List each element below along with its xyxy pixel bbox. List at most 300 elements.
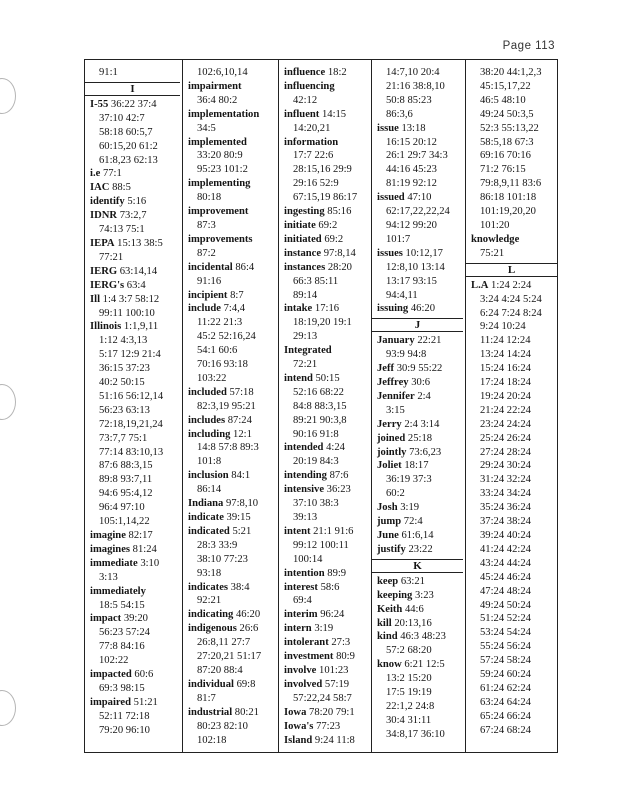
index-references: 81:19 92:12: [386, 178, 437, 190]
index-entry-continuation: [90, 515, 182, 529]
index-word: instance: [284, 247, 322, 259]
index-entry-continuation: [188, 219, 278, 233]
index-word: individual: [188, 678, 234, 690]
index-entry: [377, 418, 465, 432]
index-references: 20:19 84:3: [293, 456, 339, 468]
index-references: 27:24 28:24: [480, 446, 531, 458]
index-references: 17:7 22:6: [293, 150, 334, 162]
index-entry-continuation: [471, 473, 559, 487]
index-references: 38:4: [228, 581, 250, 593]
index-references: 30:9 55:22: [394, 363, 443, 375]
index-entry: [90, 265, 182, 279]
index-references: 56:23 57:24: [99, 627, 150, 639]
index-word: involve: [284, 664, 317, 676]
index-references: 40:2 50:15: [99, 377, 145, 389]
page-number: Page 113: [502, 40, 555, 52]
index-references: 5:21: [229, 525, 252, 537]
index-entry-continuation: [188, 122, 278, 136]
index-references: 45:2 52:16,24: [197, 331, 256, 343]
index-references: 80:18: [197, 192, 222, 204]
index-entry: [188, 289, 278, 303]
index-entry-continuation: [377, 205, 465, 219]
index-references: 5:16: [124, 196, 147, 208]
index-entry-continuation: [90, 640, 182, 654]
index-references: 52:11 72:18: [99, 710, 150, 722]
index-references: 87:6 88:3,15: [99, 460, 153, 472]
index-entry-continuation: [471, 612, 559, 626]
index-entry-continuation: [471, 543, 559, 557]
index-entry-continuation: [284, 553, 371, 567]
index-entry-continuation: [284, 511, 371, 525]
index-word: kind: [377, 631, 398, 643]
index-entry: [188, 80, 278, 94]
index-references: 78:20 79:1: [306, 706, 355, 718]
index-references: 57:19: [322, 678, 350, 690]
index-entry-continuation: [188, 664, 278, 678]
index-entry: [188, 678, 278, 692]
index-references: 60:2: [386, 488, 405, 500]
index-references: 67:15,19 86:17: [293, 192, 358, 204]
index-references: 69:3 98:15: [99, 682, 145, 694]
index-references: 57:18: [226, 386, 254, 398]
index-letter-heading: L: [466, 263, 557, 277]
index-word: issuing: [377, 303, 409, 315]
index-word: joined: [377, 432, 406, 444]
index-references: 94:4,11: [386, 289, 418, 301]
index-references: 63:14,14: [117, 265, 158, 277]
index-entry-continuation: [284, 594, 371, 608]
index-word: keeping: [377, 589, 413, 601]
index-references: 66:3 85:11: [293, 275, 339, 287]
index-references: 72:21: [293, 359, 318, 371]
index-entry-continuation: [471, 348, 559, 362]
index-references: 55:24 56:24: [480, 641, 531, 653]
index-entry-continuation: [188, 636, 278, 650]
index-entry: [284, 650, 371, 664]
index-entry-continuation: [90, 487, 182, 501]
index-word: intake: [284, 303, 313, 315]
index-entry: [188, 497, 278, 511]
index-entry-continuation: [90, 571, 182, 585]
index-word: indicate: [188, 512, 224, 523]
index-word: IDNR: [90, 210, 118, 222]
index-entry: [377, 446, 465, 460]
index-word: impairment: [188, 80, 242, 92]
index-entry: [90, 557, 182, 571]
index-entry: [284, 205, 371, 219]
index-entry-continuation: [471, 404, 559, 418]
index-entry-continuation: [471, 696, 559, 710]
index-entry-continuation: [90, 126, 182, 140]
index-entry: [284, 261, 371, 275]
index-references: 39:20: [121, 613, 148, 625]
index-entry: [284, 567, 371, 581]
index-references: 41:24 42:24: [480, 543, 531, 555]
index-entry: [377, 515, 465, 529]
index-entry: [188, 302, 278, 316]
index-references: 77:23: [313, 720, 341, 732]
index-entry: [377, 529, 465, 543]
index-word: IAC: [90, 182, 110, 194]
index-entry-continuation: [284, 191, 371, 205]
index-entry-continuation: [377, 94, 465, 108]
index-entry-continuation: [377, 700, 465, 714]
index-references: 3:23: [412, 589, 434, 601]
index-references: 29:16 52:9: [293, 178, 339, 190]
index-entry: [284, 678, 371, 692]
index-entry: [90, 279, 182, 293]
index-references: 51:21: [131, 696, 158, 708]
index-entry-continuation: [90, 334, 182, 348]
index-entry: [284, 664, 371, 678]
index-entry: [90, 585, 182, 599]
word-index-table: [84, 59, 558, 753]
index-entry-continuation: [471, 501, 559, 515]
index-entry: [90, 209, 182, 223]
index-entry-continuation: [471, 682, 559, 696]
index-references: 61:6,14: [398, 530, 434, 541]
index-entry-continuation: [90, 710, 182, 724]
index-references: 49:24 50:3,5: [480, 108, 534, 120]
index-word: issued: [377, 192, 405, 204]
index-entry-continuation: [90, 404, 182, 418]
index-entry-continuation: [284, 386, 371, 400]
index-entry: [188, 386, 278, 400]
index-word: intending: [284, 470, 327, 482]
index-word: Jeff: [377, 363, 395, 375]
index-entry: [90, 529, 182, 543]
index-references: 13:17 93:15: [386, 275, 437, 287]
index-references: 82:3,19 95:21: [197, 400, 256, 412]
index-entry: [284, 636, 371, 650]
index-entry-continuation: [471, 459, 559, 473]
index-references: 38:20 44:1,2,3: [480, 67, 542, 78]
index-entry-continuation: [471, 557, 559, 571]
index-column-5: [465, 60, 559, 752]
index-references: 69:8: [233, 678, 256, 690]
index-entry: [471, 233, 559, 247]
index-entry-continuation: [188, 400, 278, 414]
index-entry-continuation: [188, 553, 278, 567]
index-word: immediate: [90, 557, 138, 569]
index-word: keep: [377, 575, 399, 587]
index-references: 101:23: [316, 664, 349, 676]
index-references: 18:5 54:15: [99, 599, 145, 611]
index-entry: [284, 706, 371, 720]
index-word: January: [377, 335, 415, 347]
index-references: 101:8: [197, 456, 222, 468]
index-references: 23:22: [405, 543, 433, 555]
index-entry-continuation: [377, 348, 465, 362]
index-entry-continuation: [471, 136, 559, 150]
index-references: 37:10 38:3: [293, 498, 339, 510]
index-entry-continuation: [471, 320, 559, 334]
index-references: 89:14: [293, 289, 318, 301]
index-references: 26:8,11 27:7: [197, 637, 251, 649]
index-entry-continuation: [90, 682, 182, 696]
index-entry-continuation: [284, 316, 371, 330]
index-references: 58:18 60:5,7: [99, 126, 153, 138]
index-entry-continuation: [188, 455, 278, 469]
index-entry: [188, 428, 278, 442]
index-entry-continuation: [471, 163, 559, 177]
index-entry-continuation: [471, 108, 559, 122]
index-entry-continuation: [90, 390, 182, 404]
index-entry-continuation: [90, 66, 182, 80]
index-entry-continuation: [471, 177, 559, 191]
index-letter-heading: J: [372, 318, 463, 332]
index-word: implemented: [188, 136, 247, 148]
index-entry-continuation: [471, 376, 559, 390]
index-word: Iowa's: [284, 720, 314, 732]
index-letter-heading: K: [372, 559, 463, 573]
index-word: Keith: [377, 603, 403, 615]
index-entry-continuation: [377, 714, 465, 728]
index-references: 101:20: [480, 219, 510, 231]
index-entry-continuation: [188, 734, 278, 748]
index-entry-continuation: [377, 149, 465, 163]
index-entry: [377, 302, 465, 316]
index-entry: [377, 575, 465, 589]
index-entry-continuation: [377, 404, 465, 418]
index-entry-continuation: [90, 446, 182, 460]
index-entry-continuation: [471, 599, 559, 613]
index-entry-continuation: [90, 112, 182, 126]
index-references: 31:24 32:24: [480, 474, 531, 486]
index-references: 60:15,20 61:2: [99, 140, 158, 152]
index-references: 13:2 15:20: [386, 673, 432, 685]
index-entry: [188, 511, 278, 525]
index-references: 35:24 36:24: [480, 502, 531, 514]
index-entry-continuation: [284, 330, 371, 344]
index-references: 46:20: [233, 609, 261, 621]
index-references: 36:23: [324, 484, 351, 496]
index-references: 52:16 68:22: [293, 386, 344, 398]
index-entry-continuation: [284, 428, 371, 442]
index-word: influent: [284, 108, 320, 120]
index-references: 28:3 33:9: [197, 539, 238, 551]
index-entry-continuation: [284, 275, 371, 289]
index-word: IERG: [90, 265, 118, 277]
index-references: 77:8 84:16: [99, 641, 145, 653]
index-entry-continuation: [377, 261, 465, 275]
index-entry-continuation: [471, 334, 559, 348]
index-word: incidental: [188, 261, 233, 273]
index-references: 51:16 56:12,14: [99, 390, 164, 402]
index-entry-continuation: [284, 149, 371, 163]
index-entry-continuation: [90, 654, 182, 668]
index-word: including: [188, 428, 231, 440]
index-references: 25:24 26:24: [480, 432, 531, 444]
index-entry: [188, 136, 278, 150]
index-word: intention: [284, 567, 325, 579]
index-entry-continuation: [284, 692, 371, 706]
index-word: IEPA: [90, 237, 115, 249]
index-entry: [90, 543, 182, 557]
index-references: 80:21: [232, 706, 259, 718]
index-references: 3:10: [137, 557, 160, 569]
index-word: i.e: [90, 168, 101, 180]
index-entry: [188, 525, 278, 539]
index-entry-continuation: [471, 585, 559, 599]
index-word: Island: [284, 734, 313, 746]
index-references: 86:14: [197, 484, 222, 496]
index-entry: [188, 205, 278, 219]
index-entry-continuation: [90, 154, 182, 168]
index-entry-continuation: [90, 432, 182, 446]
index-column-4: [371, 60, 465, 752]
index-word: L.A: [471, 279, 489, 291]
index-references: 47:24 48:24: [480, 585, 531, 597]
index-entry: [90, 167, 182, 181]
index-entry-continuation: [377, 644, 465, 658]
index-entry: [188, 414, 278, 428]
index-entry: [284, 622, 371, 636]
index-entry-continuation: [377, 233, 465, 247]
index-entry: [90, 320, 182, 334]
index-word: Jennifer: [377, 390, 415, 402]
index-entry: [377, 191, 465, 205]
index-references: 63:4: [124, 279, 146, 291]
index-word: impaired: [90, 696, 132, 708]
index-references: 58:6: [317, 581, 340, 593]
index-column-3: [278, 60, 371, 752]
index-references: 12:1: [230, 428, 252, 440]
index-entry-continuation: [284, 455, 371, 469]
index-references: 103:22: [197, 372, 227, 384]
index-references: 19:24 20:24: [480, 390, 531, 402]
index-references: 27:20,21 51:17: [197, 651, 262, 663]
index-references: 89:8 93:7,11: [99, 474, 153, 486]
index-word: involved: [284, 678, 323, 690]
index-references: 18:17: [401, 460, 429, 472]
index-references: 93:18: [197, 567, 222, 579]
index-entry-continuation: [377, 672, 465, 686]
index-references: 101:19,20,20: [480, 206, 536, 218]
index-entry: [188, 261, 278, 275]
index-entry: [377, 543, 465, 557]
index-entry: [90, 237, 182, 251]
index-entry-continuation: [471, 149, 559, 163]
index-column-2: [182, 60, 278, 752]
index-entry-continuation: [471, 94, 559, 108]
index-references: 53:24 54:24: [480, 627, 531, 639]
index-references: 61:24 62:24: [480, 682, 531, 694]
index-references: 27:3: [328, 637, 351, 649]
index-entry-continuation: [377, 66, 465, 80]
index-references: 46:20: [408, 303, 435, 315]
index-entry-continuation: [188, 94, 278, 108]
index-entry: [377, 658, 465, 672]
index-entry-continuation: [188, 330, 278, 344]
index-references: 39:24 40:24: [480, 530, 531, 541]
index-entry-continuation: [471, 529, 559, 543]
index-references: 105:1,14,22: [99, 516, 150, 528]
index-word: immediately: [90, 585, 146, 597]
index-references: 45:15,17,22: [480, 80, 531, 92]
index-entry: [284, 469, 371, 483]
index-references: 79:20 96:10: [99, 724, 150, 736]
index-entry-continuation: [188, 441, 278, 455]
index-entry-continuation: [471, 219, 559, 233]
index-references: 100:14: [293, 553, 323, 565]
index-entry-continuation: [188, 650, 278, 664]
index-entry-continuation: [188, 358, 278, 372]
index-references: 61:8,23 62:13: [99, 154, 158, 166]
index-entry: [284, 233, 371, 247]
index-word: improvements: [188, 233, 253, 245]
index-word: know: [377, 659, 402, 671]
index-word: ingesting: [284, 206, 325, 218]
index-references: 73:7,7 75:1: [99, 432, 148, 444]
index-word: interest: [284, 581, 318, 593]
index-word: imagines: [90, 543, 131, 555]
index-entry-continuation: [377, 80, 465, 94]
index-entry-continuation: [471, 418, 559, 432]
index-entry-continuation: [284, 400, 371, 414]
index-entry-continuation: [377, 487, 465, 501]
index-entry-continuation: [90, 418, 182, 432]
index-entry: [284, 247, 371, 261]
index-references: 102:18: [197, 734, 227, 746]
index-entry-continuation: [188, 567, 278, 581]
index-entry-continuation: [188, 163, 278, 177]
binder-hole: [0, 78, 16, 114]
index-word: includes: [188, 414, 226, 426]
index-entry-continuation: [188, 539, 278, 553]
index-entry-continuation: [377, 219, 465, 233]
index-references: 95:23 101:2: [197, 164, 248, 176]
index-entry-continuation: [284, 163, 371, 177]
index-entry: [284, 108, 371, 122]
index-entry-continuation: [188, 247, 278, 261]
index-references: 6:24 7:24 8:24: [480, 307, 542, 319]
index-references: 71:2 76:15: [480, 164, 526, 176]
index-references: 10:12,17: [402, 247, 443, 259]
index-entry: [284, 608, 371, 622]
index-references: 56:23 63:13: [99, 404, 150, 416]
index-entry-continuation: [284, 289, 371, 303]
index-entry-continuation: [188, 483, 278, 497]
index-entry-continuation: [90, 724, 182, 738]
index-references: 13:24 14:24: [480, 349, 531, 361]
index-entry-continuation: [471, 668, 559, 682]
index-references: 79:8,9,11 83:6: [480, 178, 542, 190]
index-references: 72:4: [401, 516, 423, 528]
index-entry-continuation: [471, 293, 559, 307]
index-entry-continuation: [188, 149, 278, 163]
index-references: 6:21 12:5: [401, 659, 445, 671]
index-entry: [188, 622, 278, 636]
index-references: 34:5: [197, 122, 216, 134]
index-word: indicating: [188, 609, 234, 621]
index-references: 8:7: [227, 289, 244, 301]
index-references: 80:9: [333, 651, 355, 663]
index-references: 15:24 16:24: [480, 363, 531, 375]
index-references: 59:24 60:24: [480, 669, 531, 681]
index-references: 70:16 93:18: [197, 359, 248, 371]
index-word: intent: [284, 525, 311, 537]
index-entry: [90, 195, 182, 209]
index-references: 74:13 75:1: [99, 224, 145, 236]
index-entry: [188, 608, 278, 622]
index-entry-continuation: [377, 136, 465, 150]
index-entry-continuation: [471, 654, 559, 668]
index-references: 17:5 19:19: [386, 687, 432, 699]
index-word: implementation: [188, 108, 260, 120]
index-word: June: [377, 530, 399, 541]
index-references: 77:21: [99, 251, 124, 263]
